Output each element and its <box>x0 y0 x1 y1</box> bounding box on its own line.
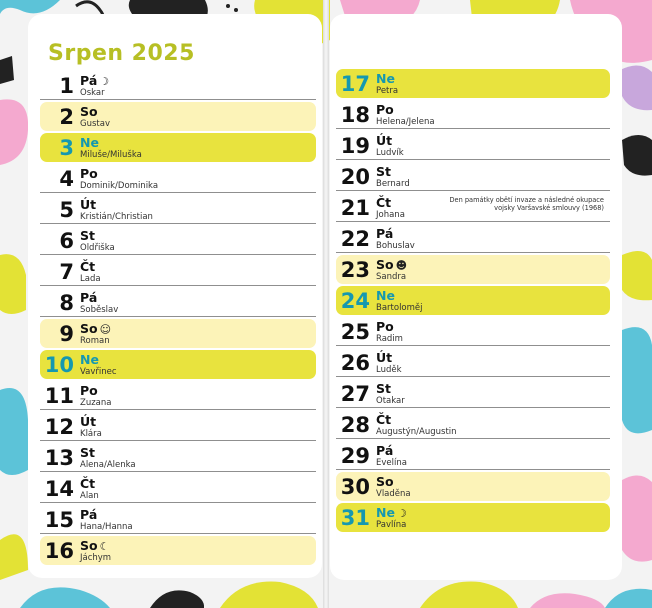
weekday-abbrev-wrap <box>376 134 392 148</box>
waxing-crescent-moon-icon: ☽ <box>99 75 110 88</box>
day-row <box>336 472 610 501</box>
day-number: 17 <box>340 72 370 96</box>
day-row <box>336 286 610 315</box>
name-day: Sandra <box>376 272 407 282</box>
day-number: 19 <box>340 134 370 158</box>
day-number: 10 <box>44 353 74 377</box>
weekday-abbrev: Ne <box>376 288 395 303</box>
weekday-abbrev: Pá <box>80 73 98 88</box>
day-number: 30 <box>340 475 370 499</box>
day-row <box>336 162 610 191</box>
weekday-abbrev: Ne <box>80 135 99 150</box>
name-day: Ludvík <box>376 148 404 158</box>
name-day: Johana <box>376 210 405 220</box>
day-row <box>336 69 610 98</box>
name-day: Radim <box>376 334 403 344</box>
weekday-abbrev: Po <box>376 102 394 117</box>
weekday-abbrev: Út <box>376 350 393 365</box>
day-row <box>40 474 316 503</box>
day-number: 28 <box>340 413 370 437</box>
name-day: Alan <box>80 491 99 501</box>
weekday-abbrev: Út <box>376 133 393 148</box>
name-day: Kristián/Christian <box>80 212 153 222</box>
row-divider <box>40 254 316 255</box>
weekday-abbrev: Út <box>80 197 97 212</box>
day-row <box>40 257 316 286</box>
weekday-abbrev-wrap <box>376 444 393 458</box>
day-row <box>336 348 610 377</box>
name-day: Luděk <box>376 365 402 375</box>
weekday-abbrev: Ne <box>376 505 395 520</box>
weekday-abbrev-wrap <box>80 353 99 367</box>
weekday-abbrev: Čt <box>80 476 96 491</box>
weekday-abbrev: So <box>376 474 394 489</box>
day-row <box>336 410 610 439</box>
day-number: 11 <box>44 384 74 408</box>
weekday-abbrev-wrap <box>376 506 407 521</box>
row-divider <box>40 192 316 193</box>
name-day: Evelína <box>376 458 407 468</box>
weekday-abbrev: St <box>80 228 95 243</box>
day-number: 21 <box>340 196 370 220</box>
row-divider <box>336 376 610 377</box>
row-divider <box>40 99 316 100</box>
page-spine <box>323 0 329 608</box>
day-row <box>40 164 316 193</box>
day-number: 3 <box>59 136 74 160</box>
row-divider <box>40 409 316 410</box>
row-divider <box>336 221 610 222</box>
name-day: Alena/Alenka <box>80 460 136 470</box>
row-divider <box>40 316 316 317</box>
day-number: 31 <box>340 506 370 530</box>
name-day: Dominik/Dominika <box>80 181 159 191</box>
day-row <box>336 224 610 253</box>
weekday-abbrev-wrap <box>80 539 109 554</box>
weekday-abbrev: Út <box>80 414 97 429</box>
day-number: 12 <box>44 415 74 439</box>
row-divider <box>336 469 610 470</box>
day-row <box>336 193 610 222</box>
weekday-abbrev-wrap <box>80 198 96 212</box>
day-number: 8 <box>59 291 74 315</box>
row-divider <box>336 159 610 160</box>
weekday-abbrev-wrap <box>376 258 407 273</box>
row-divider <box>40 440 316 441</box>
name-day: Zuzana <box>80 398 112 408</box>
row-divider <box>40 285 316 286</box>
name-day: Klára <box>80 429 102 439</box>
weekday-abbrev: So <box>80 321 98 336</box>
name-day: Vavřinec <box>80 367 117 377</box>
day-row <box>40 288 316 317</box>
day-number: 20 <box>340 165 370 189</box>
day-row <box>40 102 316 131</box>
day-row <box>40 412 316 441</box>
day-row <box>40 319 316 348</box>
month-title: Srpen 2025 <box>48 41 195 66</box>
day-number: 2 <box>59 105 74 129</box>
name-day: Gustav <box>80 119 110 129</box>
weekday-abbrev-wrap <box>376 165 391 179</box>
name-day: Bohuslav <box>376 241 415 251</box>
weekday-abbrev-wrap <box>376 413 391 427</box>
weekday-abbrev: Po <box>80 166 98 181</box>
weekday-abbrev: So <box>80 104 98 119</box>
row-divider <box>336 128 610 129</box>
weekday-abbrev: So <box>376 257 394 272</box>
day-number: 26 <box>340 351 370 375</box>
weekday-abbrev-wrap <box>80 260 95 274</box>
weekday-abbrev-wrap <box>80 415 96 429</box>
name-day: Roman <box>80 336 110 346</box>
weekday-abbrev-wrap <box>80 384 98 398</box>
weekday-abbrev-wrap <box>80 229 95 243</box>
weekday-abbrev-wrap <box>80 446 95 460</box>
weekday-abbrev-wrap <box>80 74 109 89</box>
weekday-abbrev: St <box>376 164 391 179</box>
day-row <box>336 255 610 284</box>
right-page <box>330 14 622 580</box>
weekday-abbrev-wrap <box>80 291 97 305</box>
day-row <box>40 195 316 224</box>
day-number: 9 <box>59 322 74 346</box>
weekday-abbrev: Pá <box>376 443 394 458</box>
weekday-abbrev-wrap <box>80 136 99 150</box>
name-day: Hana/Hanna <box>80 522 133 532</box>
day-row <box>40 505 316 534</box>
day-number: 14 <box>44 477 74 501</box>
day-row <box>336 317 610 346</box>
day-row <box>336 379 610 408</box>
row-divider <box>336 345 610 346</box>
weekday-abbrev-wrap <box>376 103 394 117</box>
row-divider <box>40 223 316 224</box>
name-day: Helena/Jelena <box>376 117 435 127</box>
row-divider <box>336 438 610 439</box>
day-number: 16 <box>44 539 74 563</box>
weekday-abbrev-wrap <box>376 72 395 86</box>
weekday-abbrev: Čt <box>80 259 96 274</box>
weekday-abbrev-wrap <box>376 289 395 303</box>
day-number: 22 <box>340 227 370 251</box>
weekday-abbrev: St <box>80 445 95 460</box>
row-divider <box>336 252 610 253</box>
weekday-abbrev-wrap <box>80 322 111 337</box>
day-number: 18 <box>340 103 370 127</box>
day-number: 27 <box>340 382 370 406</box>
weekday-abbrev-wrap <box>376 475 394 489</box>
day-row <box>40 536 316 565</box>
day-row <box>40 381 316 410</box>
day-number: 4 <box>59 167 74 191</box>
name-day: Otakar <box>376 396 405 406</box>
day-row <box>336 131 610 160</box>
weekday-abbrev: Pá <box>80 507 98 522</box>
name-day: Pavlína <box>376 520 407 530</box>
name-day: Lada <box>80 274 101 284</box>
name-day: Bartoloměj <box>376 303 423 313</box>
weekday-abbrev-wrap <box>80 105 98 119</box>
weekday-abbrev: Čt <box>376 195 392 210</box>
weekday-abbrev-wrap <box>376 382 391 396</box>
waning-crescent-moon-icon: ☾ <box>99 540 110 553</box>
name-day: Oldřiška <box>80 243 115 253</box>
day-row <box>40 133 316 162</box>
name-day: Bernard <box>376 179 410 189</box>
weekday-abbrev: So <box>80 538 98 553</box>
name-day: Miluše/Miluška <box>80 150 142 160</box>
day-row <box>40 71 316 100</box>
day-row <box>40 443 316 472</box>
weekday-abbrev: Pá <box>376 226 394 241</box>
waxing-crescent-moon-icon: ☽ <box>396 507 407 520</box>
holiday-note: Den památky obětí invaze a následné okupace vojsky Varšavské smlouvy (1968) <box>449 196 604 212</box>
day-row <box>40 226 316 255</box>
weekday-abbrev-wrap <box>80 167 98 181</box>
day-number: 25 <box>340 320 370 344</box>
name-day: Oskar <box>80 88 105 98</box>
row-divider <box>40 533 316 534</box>
row-divider <box>336 407 610 408</box>
day-number: 15 <box>44 508 74 532</box>
weekday-abbrev-wrap <box>376 320 394 334</box>
new-moon-icon: ☻ <box>395 259 408 272</box>
day-number: 6 <box>59 229 74 253</box>
day-number: 24 <box>340 289 370 313</box>
name-day: Soběslav <box>80 305 119 315</box>
day-number: 29 <box>340 444 370 468</box>
day-row <box>40 350 316 379</box>
day-number: 23 <box>340 258 370 282</box>
weekday-abbrev-wrap <box>376 196 391 210</box>
name-day: Jáchym <box>80 553 112 563</box>
weekday-abbrev-wrap <box>376 351 392 365</box>
full-moon-icon: ☺ <box>99 323 112 336</box>
name-day: Petra <box>376 86 399 96</box>
day-row <box>336 100 610 129</box>
day-row <box>336 441 610 470</box>
day-number: 7 <box>59 260 74 284</box>
day-row <box>336 503 610 532</box>
day-number: 1 <box>59 74 74 98</box>
row-divider <box>40 502 316 503</box>
weekday-abbrev-wrap <box>80 508 97 522</box>
weekday-abbrev: Ne <box>80 352 99 367</box>
weekday-abbrev: Ne <box>376 71 395 86</box>
weekday-abbrev-wrap <box>376 227 393 241</box>
day-number: 13 <box>44 446 74 470</box>
weekday-abbrev: Po <box>376 319 394 334</box>
row-divider <box>40 471 316 472</box>
day-number: 5 <box>59 198 74 222</box>
weekday-abbrev-wrap <box>80 477 95 491</box>
weekday-abbrev: Po <box>80 383 98 398</box>
left-page <box>28 14 322 578</box>
row-divider <box>336 190 610 191</box>
weekday-abbrev: St <box>376 381 391 396</box>
name-day: Vladěna <box>376 489 411 499</box>
weekday-abbrev: Čt <box>376 412 392 427</box>
name-day: Augustýn/Augustin <box>376 427 457 437</box>
weekday-abbrev: Pá <box>80 290 98 305</box>
